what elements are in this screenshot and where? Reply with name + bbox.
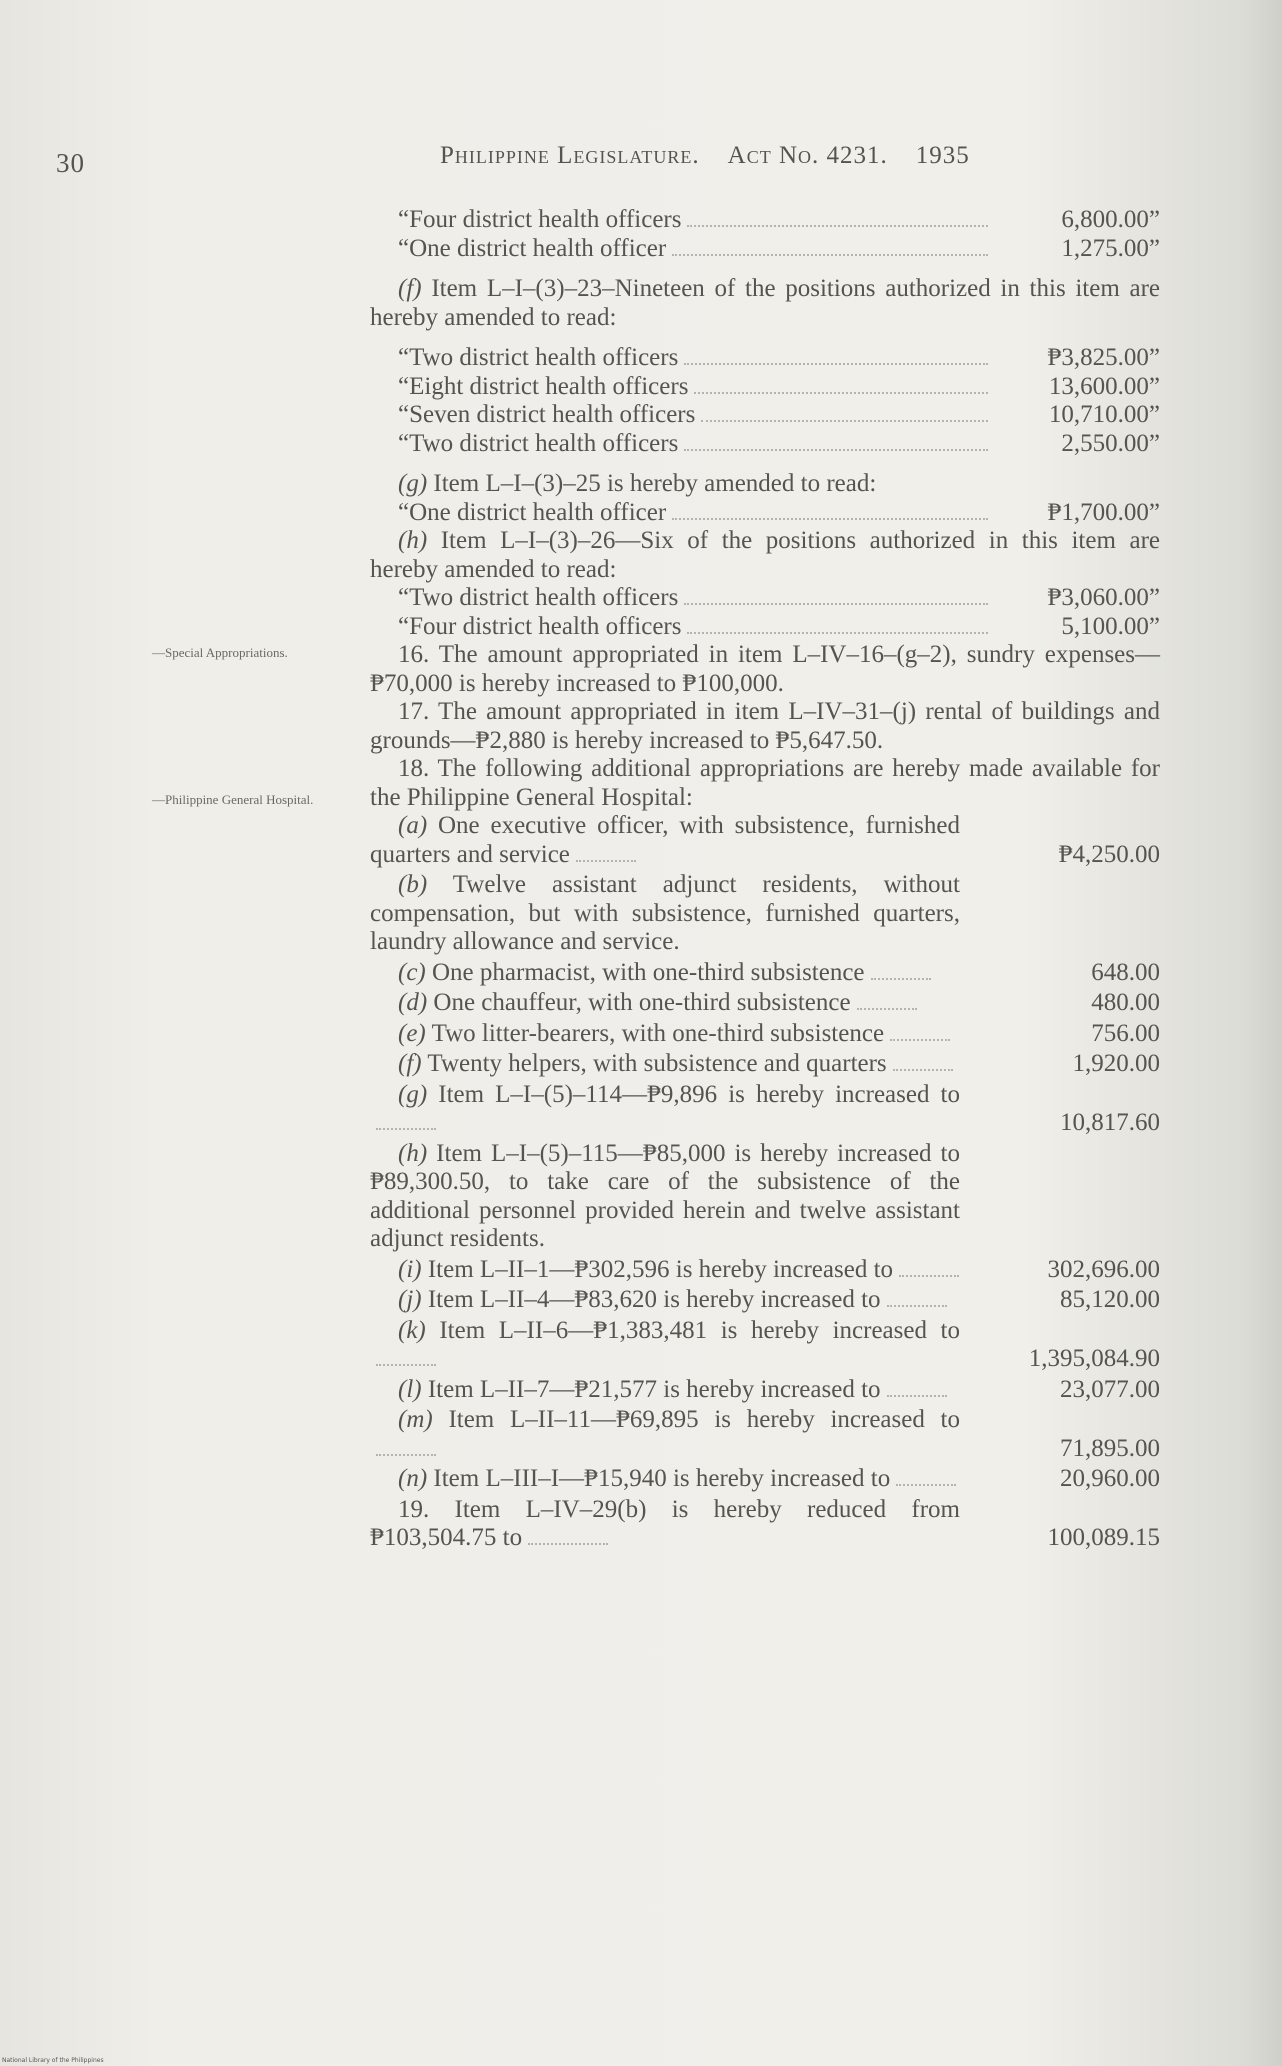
section-16: 16. The amount appropriated in item L–IV–16–(g–2), sundry expenses—₱70,000 is hereby increased to ₱100,000.: [370, 641, 1160, 697]
item-text: Two litter-bearers, with one-third subsistence: [431, 1019, 885, 1047]
margin-note-special-appropriations: —Special Appropriations.: [152, 645, 288, 660]
item-text: One chauffeur, with one-third subsistence: [433, 989, 851, 1016]
hospital-item: [370, 1286, 1160, 1315]
paragraph-g: (g) Item L–I–(3)–25 is hereby amended to read:: [398, 470, 877, 497]
hospital-item: [370, 1140, 1160, 1254]
main-text-column: [370, 206, 1160, 1553]
section-17: 17. The amount appropriated in item L–IV–31–(j) rental of buildings and grounds—₱2,880 is hereby increased to ₱5,647.50.: [370, 698, 1160, 754]
item-amount: 23,077.00: [1060, 1375, 1160, 1403]
item-amount: 756.00: [1091, 1019, 1160, 1047]
item-amount: ₱4,250.00: [1058, 840, 1160, 868]
running-head-year: 1935: [915, 142, 970, 169]
hospital-items-list: [370, 812, 1160, 1494]
item-text: Twenty helpers, with subsistence and quarters: [427, 1050, 887, 1077]
item-amount: 1,395,084.90: [1028, 1345, 1160, 1372]
item-letter: (l): [398, 1375, 422, 1403]
paragraph-f: (f) Item L–I–(3)–23–Nineteen of the positions authorized in this item are hereby amended to read:: [370, 275, 1161, 331]
amount-row: “One district health officer ₱1,700.00”: [398, 498, 1160, 526]
hospital-item: [370, 1256, 1160, 1285]
item-amount: 71,895.00: [1060, 1434, 1160, 1462]
leader-dots: [890, 1039, 950, 1041]
item-text: Item L–II–11—₱69,895 is hereby increased to: [448, 1406, 961, 1433]
hospital-item: [370, 959, 1160, 988]
item-amount: 480.00: [1091, 989, 1160, 1016]
leader-dots: [893, 1069, 953, 1071]
footer-credit: National Library of the Philippines: [2, 2057, 104, 2064]
item-amount: 1,920.00: [1072, 1050, 1160, 1077]
item-text: One executive officer, with subsistence, furnished quarters and service: [370, 812, 961, 868]
item-letter: (n): [398, 1465, 428, 1492]
item-letter: (a): [398, 812, 428, 839]
item-text: Item L–II–4—₱83,620 is hereby increased to: [427, 1286, 881, 1313]
item-text: Twelve assistant adjunct residents, without compensation, but with subsistence, furnished quarters, laundry allowance and service.: [370, 871, 960, 955]
leader-dots: [887, 1395, 947, 1397]
amount-row: “Two district health officers 2,550.00”: [398, 429, 1160, 457]
leader-dots: [576, 860, 636, 862]
leader-dots: [376, 1128, 436, 1130]
item-letter: (f): [398, 1050, 422, 1077]
item-amount: 302,696.00: [1047, 1255, 1160, 1283]
running-head: [440, 142, 970, 170]
item-text: One pharmacist, with one-third subsistence: [432, 958, 865, 986]
leader-dots: [887, 1305, 947, 1307]
item-text: Item L–I–(5)–115—₱85,000 is hereby increased to ₱89,300.50, to take care of the subsistence of the additional personnel provided herein and twelve assistant adjunct residents.: [370, 1139, 961, 1252]
item-text: Item L–I–(5)–114—₱9,896 is hereby increased to: [438, 1080, 961, 1108]
item-amount: 10,817.60: [1060, 1109, 1160, 1136]
leader-dots: [376, 1454, 436, 1456]
leader-dots: [857, 1008, 917, 1010]
amount-row: “Two district health officers ₱3,825.00”: [398, 344, 1160, 371]
section-19: [370, 1496, 1160, 1553]
item-letter: (j): [398, 1286, 422, 1313]
item-amount: 20,960.00: [1060, 1465, 1160, 1492]
hospital-item: [370, 1081, 1160, 1138]
running-head-title: Philippine Legislature.: [440, 142, 700, 169]
leader-dots: [376, 1364, 436, 1366]
item-letter: (b): [398, 871, 428, 898]
running-head-act: Act No. 4231.: [727, 142, 888, 169]
item-text: Item L–II–6—₱1,383,481 is hereby increased to: [439, 1316, 961, 1344]
item-letter: (m): [398, 1406, 433, 1433]
amount-row: “Seven district health officers 10,710.00”: [398, 401, 1160, 428]
section-18: 18. The following additional appropriations are hereby made available for the Philippine General Hospital:: [370, 755, 1160, 811]
section-19-amount: 100,089.15: [1047, 1524, 1160, 1551]
section-19-text: 19. Item L–IV–29(b) is hereby reduced from ₱103,504.75 to: [370, 1495, 960, 1551]
hospital-item: [370, 1020, 1160, 1049]
page-number: 30: [56, 148, 85, 178]
leader-dots: [896, 1484, 956, 1486]
item-text: Item L–III–I—₱15,940 is hereby increased to: [433, 1465, 891, 1492]
amount-row: “Four district health officers 6,800.00”: [398, 206, 1160, 233]
amount-row: “Two district health officers ₱3,060.00”: [398, 584, 1160, 611]
leader-dots: [871, 978, 931, 980]
margin-note-philippine-general-hospital: —Philippine General Hospital.: [152, 792, 314, 807]
hospital-item: [370, 989, 1160, 1018]
item-letter: (e): [398, 1019, 426, 1047]
item-amount: 648.00: [1091, 958, 1160, 986]
hospital-item: [370, 1465, 1160, 1494]
hospital-item: [370, 1317, 1160, 1374]
amount-row: “One district health officer 1,275.00”: [398, 234, 1160, 262]
paragraph-h: (h) Item L–I–(3)–26—Six of the positions authorized in this item are hereby amended to read:: [370, 527, 1160, 583]
hospital-item: [370, 1406, 1160, 1463]
item-amount: 85,120.00: [1060, 1286, 1160, 1313]
item-letter: (c): [398, 958, 426, 986]
amount-row: “Four district health officers 5,100.00”: [398, 612, 1160, 640]
item-letter: (d): [398, 989, 428, 1016]
hospital-item: [370, 1376, 1160, 1405]
amount-row: “Eight district health officers 13,600.00”: [398, 372, 1160, 400]
leader-dots: [899, 1275, 959, 1277]
hospital-item: [370, 1050, 1160, 1079]
item-letter: (i): [398, 1255, 422, 1283]
item-letter: (g): [398, 1080, 428, 1108]
hospital-item: [370, 871, 1160, 957]
item-text: Item L–II–7—₱21,577 is hereby increased to: [427, 1375, 881, 1403]
item-text: Item L–II–1—₱302,596 is hereby increased to: [427, 1255, 894, 1283]
item-letter: (h): [398, 1139, 428, 1167]
item-letter: (k): [398, 1316, 426, 1344]
hospital-item: [370, 812, 1160, 869]
